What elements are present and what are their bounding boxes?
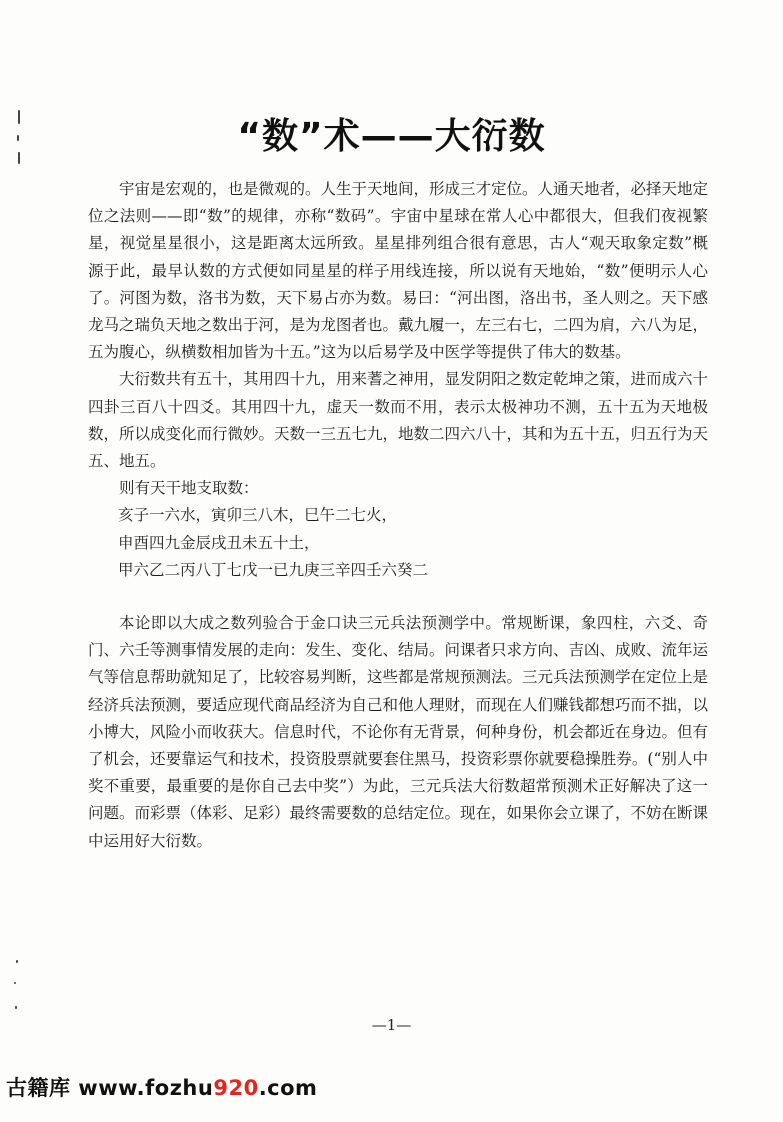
scan-speck xyxy=(14,982,16,984)
watermark-brand: 古籍库 xyxy=(6,1076,71,1100)
ganzhi-formulas xyxy=(88,502,708,584)
scan-speck xyxy=(16,960,18,963)
paragraph-ganzhi-intro: 则有天干地支取数： xyxy=(119,479,259,498)
formula-line-2: 申酉四九金辰戌丑未五十土， xyxy=(118,533,320,552)
paragraph-dayan: 大衍数共有五十，其用四十九，用来蓍之神用，显发阴阳之数定乾坤之策，进而成六十四卦三百八十四爻。其用四十九，虚天一数而不用，表示太极神功不测，五十五为天地极数，所以成变化而行微妙。天数一三五七九，地数二四六八十，其和为五十五，归五行为天五、地五。 xyxy=(88,370,709,471)
paragraph-closing: 本论即以大成之数列验合于金口诀三元兵法预测学中。常规断课，象四柱，六爻、奇门、六壬等测事情发展的走向：发生、变化、结局。问课者只求方向、吉凶、成败、流年运气等信息帮助就知足了，比较容易判断，这些都是常规预测法。三元兵法预测学在定位上是经济兵法预测，要适应现代商品经济为自己和他人理财，而现在人们赚钱都想巧而不拙，以小博大，风险小而收获大。信息时代，不论你有无背景，何种身份，机会都近在身边。但有了机会，还要靠运气和技术，投资股票就要套住黑马，投资彩票你就要稳操胜券。(“别人中奖不重要，最重要的是你自己去中奖”）为此，三元兵法大衍数超常预测术正好解决了这一问题。而彩票（体彩、足彩）最终需要数的总结定位。现在，如果你会立课了，不妨在断课中运用好大衍数。 xyxy=(88,614,709,850)
formula-line-1: 亥子一六水，寅卯三八木，巳午二七火， xyxy=(118,506,398,525)
site-watermark xyxy=(6,1072,317,1102)
formula-line-3: 甲六乙二丙八丁七戊一已九庚三辛四壬六癸二 xyxy=(118,560,429,579)
watermark-url-accent: 920 xyxy=(213,1076,259,1100)
watermark-url-suffix: .com xyxy=(258,1076,318,1100)
page-number: —1— xyxy=(371,1016,412,1034)
watermark-url-prefix: www.fozhu xyxy=(70,1076,214,1100)
page-title: “数”术——大衍数 xyxy=(237,116,546,157)
body-text xyxy=(88,176,708,855)
scan-speck xyxy=(15,1006,17,1009)
paragraph-intro: 宇宙是宏观的，也是微观的。人生于天地间，形成三才定位。人通天地者，必择天地定位之法则——即“数”的规律，亦称“数码”。宇宙中星球在常人心中都很大，但我们夜视繁星，视觉星星很小，这是距离太远所致。星星排列组合很有意思，古人“观天取象定数”概源于此，最早认数的方式便如同星星的样子用线连接，所以说有天地始，“数”便明示人心了。河图为数，洛书为数，天下易占亦为数。易曰：“河出图，洛出书，圣人则之。天下感龙马之瑞负天地之数出于河，是为龙图者也。戴九履一，左三右七，二四为肩，六八为足，五为腹心，纵横数相加皆为十五。”这为以后易学及中医学等提供了伟大的数基。 xyxy=(88,180,709,362)
